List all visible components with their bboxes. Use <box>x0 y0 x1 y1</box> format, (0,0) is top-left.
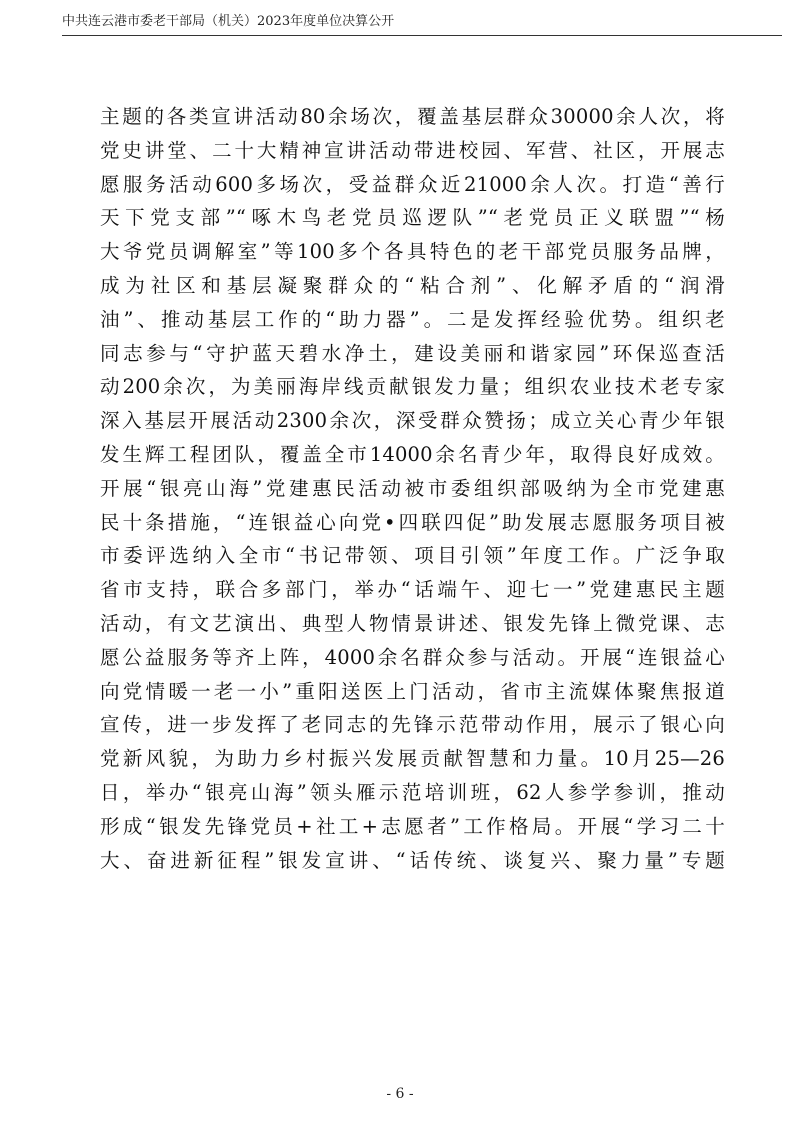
body-text <box>100 100 725 877</box>
body-line: 市委评选纳入全市“书记带领、项目引领”年度工作。广泛争取 <box>100 544 725 568</box>
body-line: 活动，有文艺演出、典型人物情景讲述、银发先锋上微党课、志 <box>100 611 725 635</box>
body-line: 党史讲堂、二十大精神宣讲活动带进校园、军营、社区，开展志 <box>100 138 725 162</box>
body-line: 愿服务活动600多场次，受益群众近21000余人次。打造“善行 <box>100 172 725 196</box>
body-line: 形成“银发先锋党员+社工+志愿者”工作格局。开展“学习二十 <box>100 814 725 838</box>
body-line: 日，举办“银亮山海”领头雁示范培训班，62人参学参训，推动 <box>100 780 725 804</box>
body-line: 油”、推动基层工作的“助力器”。二是发挥经验优势。组织老 <box>100 307 725 331</box>
body-line: 开展“银亮山海”党建惠民活动被市委组织部吸纳为全市党建惠 <box>100 476 725 500</box>
body-line: 发生辉工程团队，覆盖全市14000余名青少年，取得良好成效。 <box>100 442 725 466</box>
body-line: 愿公益服务等齐上阵，4000余名群众参与活动。开展“连银益心 <box>100 645 725 669</box>
body-line: 民十条措施，“连银益心向党•四联四促”助发展志愿服务项目被 <box>100 510 725 534</box>
body-line: 成为社区和基层凝聚群众的“粘合剂”、化解矛盾的“润滑 <box>100 273 725 297</box>
body-line: 大爷党员调解室”等100多个各具特色的老干部党员服务品牌， <box>100 240 725 264</box>
body-line: 深入基层开展活动2300余次，深受群众赞扬；成立关心青少年银 <box>100 409 725 433</box>
header-title: 中共连云港市委老干部局（机关）2023年度单位决算公开 <box>62 14 395 29</box>
body-line: 动200余次，为美丽海岸线贡献银发力量；组织农业技术老专家 <box>100 375 725 399</box>
body-line: 向党情暖一老一小”重阳送医上门活动，省市主流媒体聚焦报道 <box>100 679 725 703</box>
body-line: 主题的各类宣讲活动80余场次，覆盖基层群众30000余人次，将 <box>100 105 725 128</box>
body-line: 同志参与“守护蓝天碧水净土，建设美丽和谐家园”环保巡查活 <box>100 341 725 365</box>
body-line: 党新风貌，为助力乡村振兴发展贡献智慧和力量。10月25—26 <box>100 747 725 771</box>
body-line: 天下党支部”“啄木鸟老党员巡逻队”“老党员正义联盟”“杨 <box>100 206 725 230</box>
page-header <box>62 10 782 36</box>
body-line: 省市支持，联合多部门，举办“话端午、迎七一”党建惠民主题 <box>100 578 725 602</box>
body-line: 大、奋进新征程”银发宣讲、“话传统、谈复兴、聚力量”专题 <box>100 848 725 872</box>
page-number: - 6 - <box>386 1086 414 1102</box>
body-line: 宣传，进一步发挥了老同志的先锋示范带动作用，展示了银心向 <box>100 713 725 737</box>
header-rule <box>62 35 782 36</box>
